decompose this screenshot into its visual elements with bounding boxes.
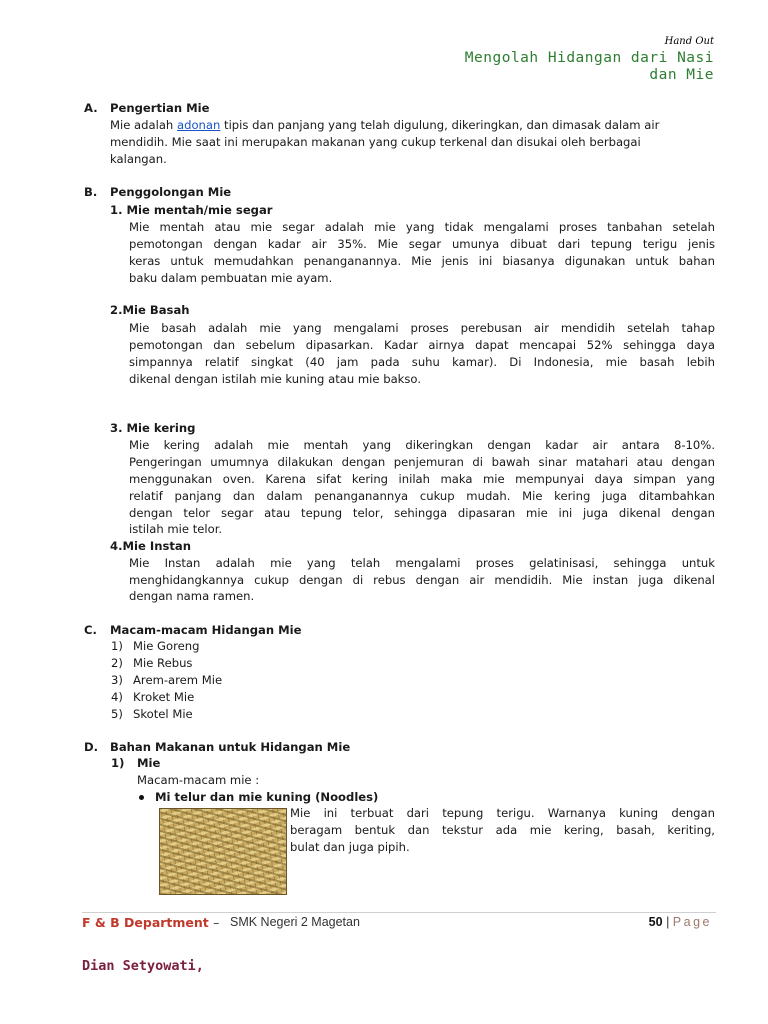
author-name: Dian Setyowati, xyxy=(82,958,204,974)
c-item-1-num: 1) xyxy=(111,639,123,653)
d-sub-title: Mie xyxy=(137,756,161,770)
section-a-line-2: mendidih. Mie saat ini merupakan makanan yang cukup terkenal dan disukai oleh berbagai xyxy=(110,135,641,149)
b2-line-3: simpannya relatif singkat (40 jam pada suhu kamar). Di Indonesia, mie basah lebih xyxy=(129,355,715,369)
c-item-1: Mie Goreng xyxy=(133,639,200,653)
b2-line-2: pemotongan dan sebelum dipasarkan. Kadar airnya dapat mencapai 52% sehingga daya xyxy=(129,338,715,352)
b3-title: 3. Mie kering xyxy=(110,421,196,435)
c-item-3: Arem-arem Mie xyxy=(133,673,223,687)
b1-line-4: baku dalam pembuatan mie ayam. xyxy=(129,271,333,285)
d-desc-line-2: beragam bentuk dan tekstur ada mie kering, basah, keriting, xyxy=(290,823,715,837)
section-d-marker: D. xyxy=(84,740,99,754)
b4-line-2: menghidangkannya cukup dengan di rebus dengan air mendidih. Mie instan juga dikenal xyxy=(129,573,715,587)
d-bullet-title: Mi telur dan mie kuning (Noodles) xyxy=(155,790,379,804)
b3-line-4: relatif panjang dan dalam penanganannya cukup mudah. Mie kering juga ditambahkan xyxy=(129,489,715,503)
noodle-image xyxy=(159,808,287,895)
b3-line-6: istilah mie telor. xyxy=(129,522,223,536)
b3-line-3: menggunakan oven. Karena sifat kering inilah maka mie mempunyai daya simpan yang xyxy=(129,472,715,486)
d-desc-line-3: bulat dan juga pipih. xyxy=(290,840,410,854)
c-item-4-num: 4) xyxy=(111,690,123,704)
b2-line-1: Mie basah adalah mie yang mengalami proses perebusan air mendidih setelah tahap xyxy=(129,321,715,335)
adonan-link[interactable]: adonan xyxy=(176,118,221,132)
section-d-heading: Bahan Makanan untuk Hidangan Mie xyxy=(110,740,351,754)
footer-dash: – xyxy=(213,915,220,930)
bullet-dot-icon xyxy=(139,795,144,800)
document-title xyxy=(384,50,714,84)
b1-line-1: Mie mentah atau mie segar adalah mie yang tidak mengalami proses tanbahan setelah xyxy=(129,220,715,234)
b4-title: 4.Mie Instan xyxy=(110,539,191,553)
d-sub-num: 1) xyxy=(111,756,125,770)
c-item-2-num: 2) xyxy=(111,656,123,670)
c-item-5-num: 5) xyxy=(111,707,123,721)
c-item-2: Mie Rebus xyxy=(133,656,193,670)
b3-line-5: dengan telor segar atau tepung telor, sehingga dipasaran mie ini juga dikenal dengan xyxy=(129,506,715,520)
title-line-1: Mengolah Hidangan dari Nasi xyxy=(464,50,714,66)
page-word: Page xyxy=(672,915,712,929)
section-b-marker: B. xyxy=(84,185,98,199)
c-item-5: Skotel Mie xyxy=(133,707,193,721)
footer-divider xyxy=(82,912,716,913)
section-a-line-3: kalangan. xyxy=(110,152,167,166)
footer-dept-name: F & B Department xyxy=(82,915,209,930)
d-intro: Macam-macam mie : xyxy=(137,773,260,787)
b1-title: 1. Mie mentah/mie segar xyxy=(110,203,273,217)
b3-line-2: Pengeringan umumnya dilakukan dengan penjemuran di bawah sinar matahari atau dengan xyxy=(129,455,715,469)
section-a-line-1-pre: Mie adalah xyxy=(110,118,177,132)
section-b-heading: Penggolongan Mie xyxy=(110,185,232,199)
b2-title: 2.Mie Basah xyxy=(110,303,190,317)
section-c-marker: C. xyxy=(84,623,97,637)
b4-line-1: Mie Instan adalah mie yang telah mengalami proses gelatinisasi, sehingga untuk xyxy=(129,556,715,570)
handout-label: Hand Out xyxy=(664,36,714,47)
b1-line-2: pemotongan dengan kadar air 35%. Mie segar umunya dibuat dari tepung terigu jenis xyxy=(129,237,715,251)
b2-line-4: dikenal dengan istilah mie kuning atau mie bakso. xyxy=(129,372,422,386)
page-separator: | xyxy=(666,915,670,929)
section-a-line-1 xyxy=(110,117,659,133)
title-line-2: dan Mie xyxy=(649,67,714,83)
b1-line-3: keras untuk memudahkan penanganannya. Mie jenis ini biasanya digunakan untuk bahan xyxy=(129,254,715,268)
c-item-4: Kroket Mie xyxy=(133,690,195,704)
footer-school: SMK Negeri 2 Magetan xyxy=(230,915,360,929)
section-a-heading: Pengertian Mie xyxy=(110,101,210,115)
section-a-line-1-post: tipis dan panjang yang telah digulung, dikeringkan, dan dimasak dalam air xyxy=(220,118,660,132)
d-desc-line-1: Mie ini terbuat dari tepung terigu. Warnanya kuning dengan xyxy=(290,806,715,820)
b4-line-3: dengan nama ramen. xyxy=(129,589,255,603)
page-number: 50 xyxy=(648,915,663,929)
c-item-3-num: 3) xyxy=(111,673,123,687)
section-a-marker: A. xyxy=(84,101,98,115)
section-c-heading: Macam-macam Hidangan Mie xyxy=(110,623,302,637)
b3-line-1: Mie kering adalah mie mentah yang dikeringkan dengan kadar air antara 8-10%. xyxy=(129,438,715,452)
footer-page xyxy=(649,915,712,929)
footer-department xyxy=(82,915,219,930)
